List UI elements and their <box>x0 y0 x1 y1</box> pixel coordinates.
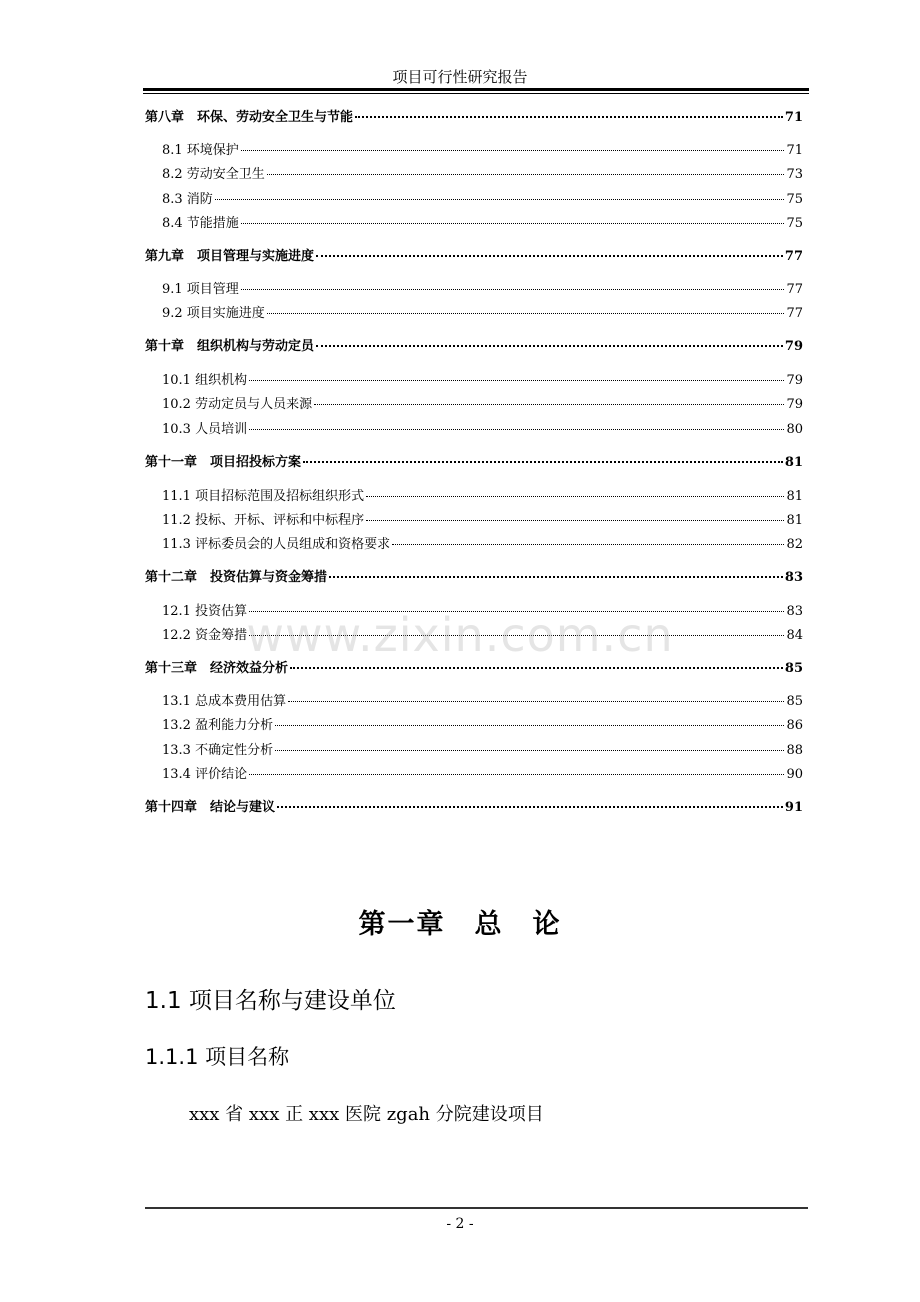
toc-entry-label: 第十章 组织机构与劳动定员 <box>145 339 315 354</box>
toc-entry-label: 10.1 组织机构 <box>162 373 248 388</box>
toc-dot-leader <box>275 750 784 751</box>
project-name-text: xxx 省 xxx 正 xxx 医院 zgah 分院建设项目 <box>189 1104 544 1125</box>
toc-section-entry[interactable] <box>145 188 803 207</box>
header-rule <box>143 88 809 94</box>
toc-dot-leader <box>355 116 783 118</box>
toc-section-entry[interactable] <box>145 509 803 528</box>
toc-section-entry[interactable] <box>145 418 803 437</box>
toc-entry-label: 第八章 环保、劳动安全卫生与节能 <box>145 110 354 125</box>
toc-entry-label: 10.3 人员培训 <box>162 422 248 437</box>
toc-page-number: 90 <box>786 767 803 782</box>
toc-section-entry[interactable] <box>145 739 803 758</box>
toc-section-entry[interactable] <box>145 690 803 709</box>
toc-section-entry[interactable] <box>145 714 803 733</box>
toc-page-number: 80 <box>786 422 803 437</box>
toc-dot-leader <box>303 461 783 463</box>
toc-page-number: 79 <box>784 339 803 354</box>
toc-page-number: 81 <box>786 513 803 528</box>
toc-section-entry[interactable] <box>145 278 803 297</box>
toc-section-entry[interactable] <box>145 763 803 782</box>
toc-page-number: 77 <box>786 282 803 297</box>
toc-dot-leader <box>316 255 783 257</box>
toc-dot-leader <box>329 576 783 578</box>
toc-dot-leader <box>241 150 785 151</box>
toc-chapter-entry[interactable] <box>145 451 803 470</box>
toc-page-number: 79 <box>786 397 803 412</box>
toc-dot-leader <box>241 289 785 290</box>
toc-dot-leader <box>290 667 783 669</box>
toc-entry-label: 12.2 资金筹措 <box>162 628 248 643</box>
toc-page-number: 84 <box>786 628 803 643</box>
toc-section-entry[interactable] <box>145 212 803 231</box>
toc-dot-leader <box>249 429 784 430</box>
toc-entry-label: 9.2 项目实施进度 <box>162 306 265 321</box>
toc-page-number: 85 <box>786 694 803 709</box>
toc-dot-leader <box>241 223 785 224</box>
toc-entry-label: 13.1 总成本费用估算 <box>162 694 287 709</box>
toc-page-number: 81 <box>786 489 803 504</box>
toc-section-entry[interactable] <box>145 533 803 552</box>
toc-page-number: 91 <box>784 800 803 815</box>
toc-entry-label: 9.1 项目管理 <box>162 282 239 297</box>
toc-dot-leader <box>267 313 785 314</box>
toc-entry-label: 8.4 节能措施 <box>162 216 239 231</box>
toc-page-number: 77 <box>786 306 803 321</box>
toc-dot-leader <box>275 725 784 726</box>
toc-dot-leader <box>314 404 784 405</box>
toc-section-entry[interactable] <box>145 139 803 158</box>
toc-page-number: 82 <box>786 537 803 552</box>
section-heading: 1.1 项目名称与建设单位 <box>145 988 396 1014</box>
toc-chapter-entry[interactable] <box>145 796 803 815</box>
toc-entry-label: 11.2 投标、开标、评标和中标程序 <box>162 513 365 528</box>
toc-dot-leader <box>267 174 785 175</box>
toc-entry-label: 8.3 消防 <box>162 192 213 207</box>
toc-entry-label: 第九章 项目管理与实施进度 <box>145 249 315 264</box>
toc-page-number: 88 <box>786 743 803 758</box>
toc-dot-leader <box>366 496 784 497</box>
toc-entry-label: 12.1 投资估算 <box>162 604 248 619</box>
running-header-title: 项目可行性研究报告 <box>392 68 528 86</box>
toc-dot-leader <box>392 544 784 545</box>
toc-entry-label: 第十一章 项目招投标方案 <box>145 455 302 470</box>
toc-page-number: 83 <box>784 570 803 585</box>
toc-dot-leader <box>288 701 784 702</box>
subsection-heading: 1.1.1 项目名称 <box>145 1045 290 1069</box>
toc-section-entry[interactable] <box>145 393 803 412</box>
chapter-heading: 第一章 总 论 <box>358 909 562 940</box>
toc-entry-label: 8.1 环境保护 <box>162 143 239 158</box>
toc-chapter-entry[interactable] <box>145 566 803 585</box>
toc-page-number: 71 <box>786 143 803 158</box>
toc-page-number: 83 <box>786 604 803 619</box>
toc-entry-label: 8.2 劳动安全卫生 <box>162 167 265 182</box>
toc-chapter-entry[interactable] <box>145 335 803 354</box>
toc-section-entry[interactable] <box>145 302 803 321</box>
toc-page-number: 86 <box>786 718 803 733</box>
toc-page-number: 77 <box>784 249 803 264</box>
toc-page-number: 79 <box>786 373 803 388</box>
toc-section-entry[interactable] <box>145 485 803 504</box>
toc-section-entry[interactable] <box>145 163 803 182</box>
toc-dot-leader <box>316 345 783 347</box>
toc-entry-label: 11.1 项目招标范围及招标组织形式 <box>162 489 365 504</box>
watermark: www.zixin.com.cn <box>246 608 674 662</box>
toc-page-number: 71 <box>784 110 803 125</box>
toc-dot-leader <box>215 199 785 200</box>
toc-page-number: 75 <box>786 216 803 231</box>
toc-dot-leader <box>249 774 784 775</box>
toc-dot-leader <box>277 806 783 808</box>
toc-chapter-entry[interactable] <box>145 106 803 125</box>
toc-page-number: 75 <box>786 192 803 207</box>
toc-entry-label: 第十四章 结论与建议 <box>145 800 276 815</box>
toc-entry-label: 第十二章 投资估算与资金筹措 <box>145 570 328 585</box>
toc-section-entry[interactable] <box>145 369 803 388</box>
toc-page-number: 81 <box>784 455 803 470</box>
toc-entry-label: 13.3 不确定性分析 <box>162 743 274 758</box>
toc-chapter-entry[interactable] <box>145 245 803 264</box>
toc-page-number: 73 <box>786 167 803 182</box>
toc-entry-label: 10.2 劳动定员与人员来源 <box>162 397 313 412</box>
toc-page-number: 85 <box>784 661 803 676</box>
toc-entry-label: 11.3 评标委员会的人员组成和资格要求 <box>162 537 391 552</box>
toc-entry-label: 13.4 评价结论 <box>162 767 248 782</box>
toc-entry-label: 13.2 盈利能力分析 <box>162 718 274 733</box>
footer-rule <box>145 1207 808 1209</box>
toc-dot-leader <box>366 520 784 521</box>
page-number: - 2 - <box>446 1216 474 1232</box>
toc-entry-label: 第十三章 经济效益分析 <box>145 661 289 676</box>
toc-dot-leader <box>249 380 784 381</box>
